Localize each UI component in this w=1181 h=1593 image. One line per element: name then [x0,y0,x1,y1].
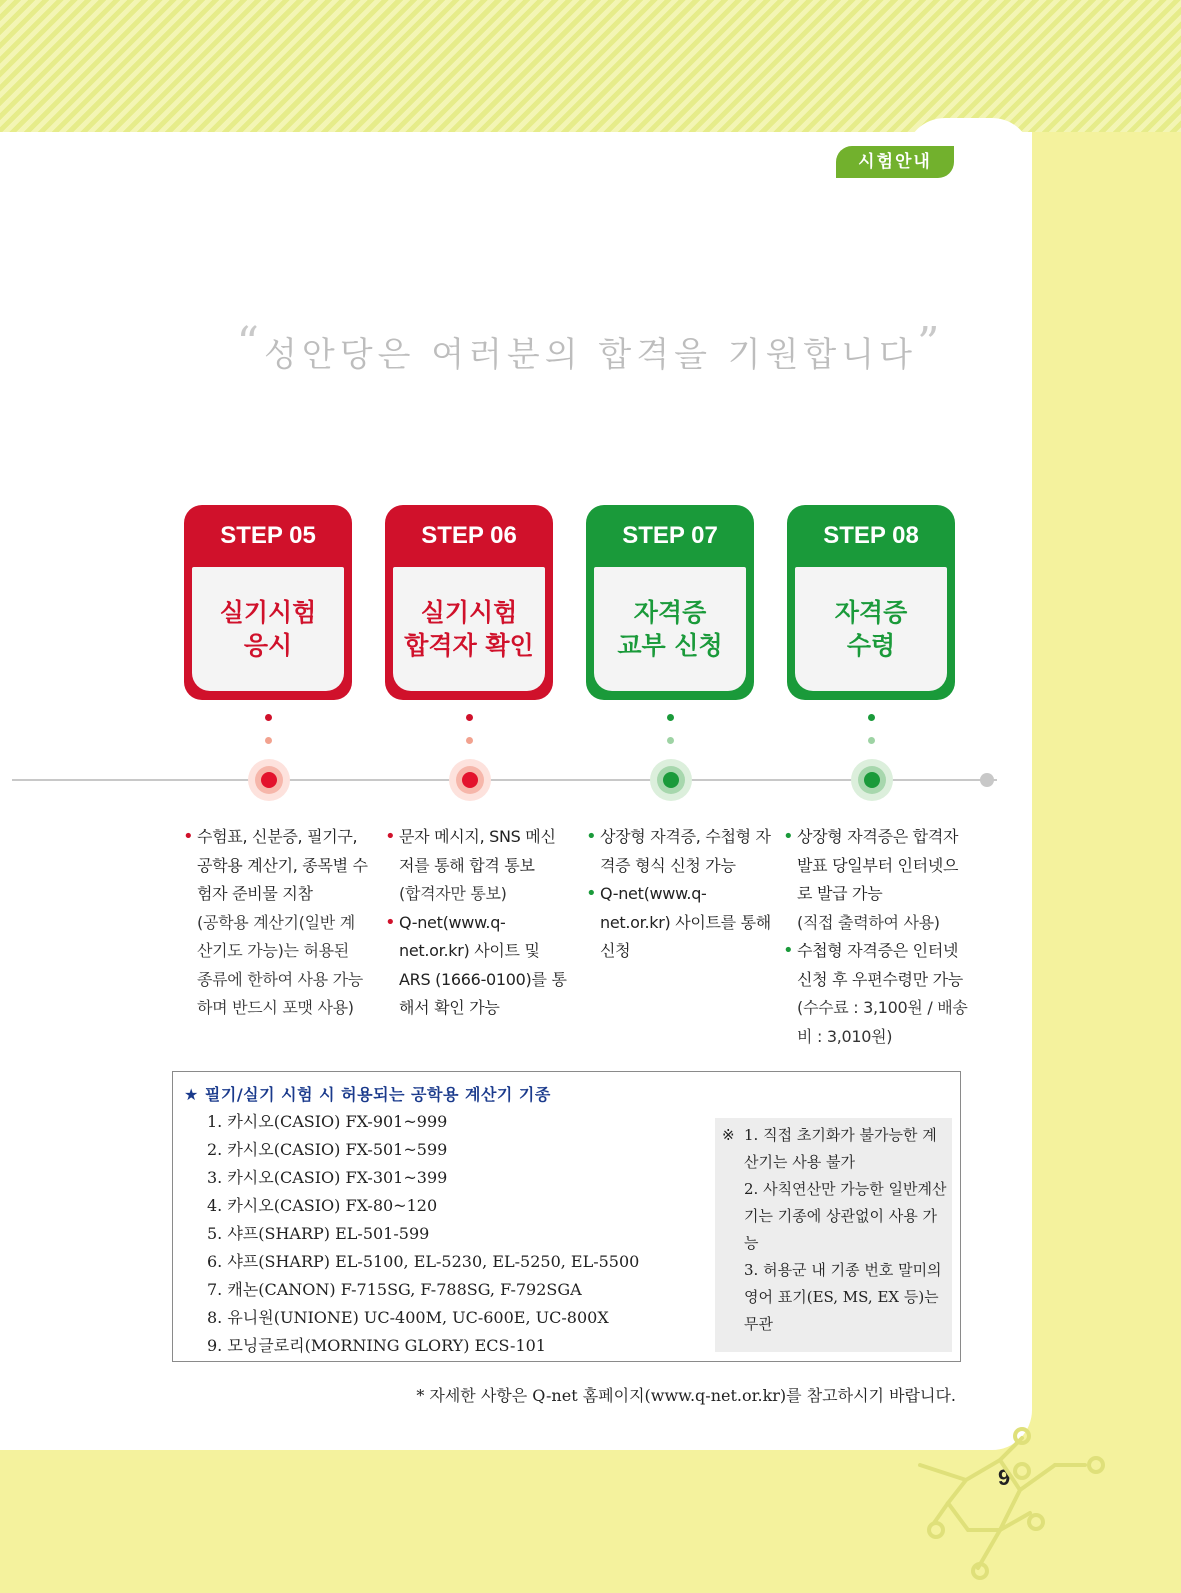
connector-dot [466,737,473,744]
motto-close-quote: ” [916,318,945,369]
step-title-line: 자격증 [834,598,908,627]
description-sub: (수수료 : 3,100원 / 배송비 : 3,010원) [797,998,968,1046]
step-label: STEP 06 [421,522,517,549]
timeline-node-08 [851,759,893,801]
calculator-note: 1. 직접 초기화가 불가능한 계산기는 사용 불가 [744,1126,937,1171]
description-text: 상장형 자격증은 합격자 발표 당일부터 인터넷으로 발급 가능 [797,827,959,903]
connector-dot [667,714,674,721]
step-title-line: 자격증 [633,598,707,627]
calculator-list [207,1108,639,1360]
step-card-05 [184,505,352,700]
calculator-note: 2. 사칙연산만 가능한 일반계산기는 기종에 상관없이 사용 가능 [744,1180,947,1252]
notes-mark: ※ [722,1126,735,1144]
description-item [586,823,771,880]
header-stripe [0,0,1181,132]
calculator-item: 7. 캐논(CANON) F-715SG, F-788SG, F-792SGA [207,1280,582,1299]
description-item [783,823,968,937]
calculator-item: 9. 모닝글로리(MORNING GLORY) ECS-101 [207,1336,546,1355]
step-title [795,567,947,691]
timeline-node-06 [449,759,491,801]
page-number: 9 [998,1465,1011,1490]
connector-dot [466,714,473,721]
description-text: Q-net(www.q-net.or.kr) 사이트를 통해 신청 [600,884,771,960]
timeline-end-dot [980,773,994,787]
step-label: STEP 05 [220,522,316,549]
section-tag: 시험안내 [836,146,954,178]
timeline-node-07 [650,759,692,801]
connector-dot [265,737,272,744]
step-title-line: 교부 신청 [617,631,723,660]
step-description-08 [783,823,968,1051]
step-label: STEP 08 [823,522,919,549]
step-description-07 [586,823,771,966]
description-text: 수험표, 신분증, 필기구, 공학용 계산기, 종목별 수험자 준비물 지참 [197,827,368,903]
step-card-08 [787,505,955,700]
calculator-note: 3. 허용군 내 기종 번호 말미의 영어 표기(ES, MS, EX 등)는 무관 [744,1261,942,1333]
description-item [385,823,570,909]
description-item [183,823,368,1023]
step-title [594,567,746,691]
motto [0,318,1181,376]
description-item [783,937,968,1051]
description-item [385,909,570,1023]
step-card-07 [586,505,754,700]
step-title-line: 실기시험 [420,598,518,627]
calculator-item: 3. 카시오(CASIO) FX-301~399 [207,1168,448,1187]
step-card-06 [385,505,553,700]
calculator-item: 1. 카시오(CASIO) FX-901~999 [207,1112,448,1131]
timeline-node-05 [248,759,290,801]
step-title-line: 합격자 확인 [404,631,534,660]
description-text: 문자 메시지, SNS 메신저를 통해 합격 통보 [399,827,556,875]
step-title [192,567,344,691]
calculator-item: 5. 샤프(SHARP) EL-501-599 [207,1224,430,1243]
motto-text: 성안당은 여러분의 합격을 기원합니다 [264,335,917,375]
step-title [393,567,545,691]
timeline-line [12,779,997,781]
description-sub: (공학용 계산기(일반 계산기도 가능)는 허용된 종류에 한하여 사용 가능하며 반드시 포맷 사용) [197,912,363,1017]
connector-dot [265,714,272,721]
motto-open-quote: “ [236,318,265,369]
step-description-05 [183,823,368,1023]
description-text: Q-net(www.q-net.or.kr) 사이트 및 ARS (1666-0100)를 통해서 확인 가능 [399,912,567,1017]
calculator-info-box [172,1071,961,1362]
description-item [586,880,771,966]
connector-dot [667,737,674,744]
description-text: 수첩형 자격증은 인터넷 신청 후 우편수령만 가능 [797,941,963,989]
step-title-line: 응시 [243,631,293,660]
calculator-item: 4. 카시오(CASIO) FX-80~120 [207,1196,438,1215]
step-title-line: 수령 [846,631,896,660]
connector-dot [868,737,875,744]
calculator-item: 2. 카시오(CASIO) FX-501~599 [207,1140,448,1159]
step-description-06 [385,823,570,1023]
calculator-item: 6. 샤프(SHARP) EL-5100, EL-5230, EL-5250, EL-5500 [207,1252,640,1271]
footnote: * 자세한 사항은 Q-net 홈페이지(www.q-net.or.kr)를 참고하시기 바랍니다. [416,1386,956,1405]
connector-dot [868,714,875,721]
calculator-item: 8. 유니원(UNIONE) UC-400M, UC-600E, UC-800X [207,1308,609,1327]
calculator-title: ★ 필기/실기 시험 시 허용되는 공학용 계산기 기종 [184,1085,551,1104]
step-title-line: 실기시험 [219,598,317,627]
description-sub: (직접 출력하여 사용) [797,912,940,932]
calculator-notes [715,1118,952,1352]
step-label: STEP 07 [622,522,718,549]
description-sub: (합격자만 통보) [399,884,507,903]
molecule-decoration [900,1418,1140,1588]
description-text: 상장형 자격증, 수첩형 자격증 형식 신청 가능 [600,827,771,875]
